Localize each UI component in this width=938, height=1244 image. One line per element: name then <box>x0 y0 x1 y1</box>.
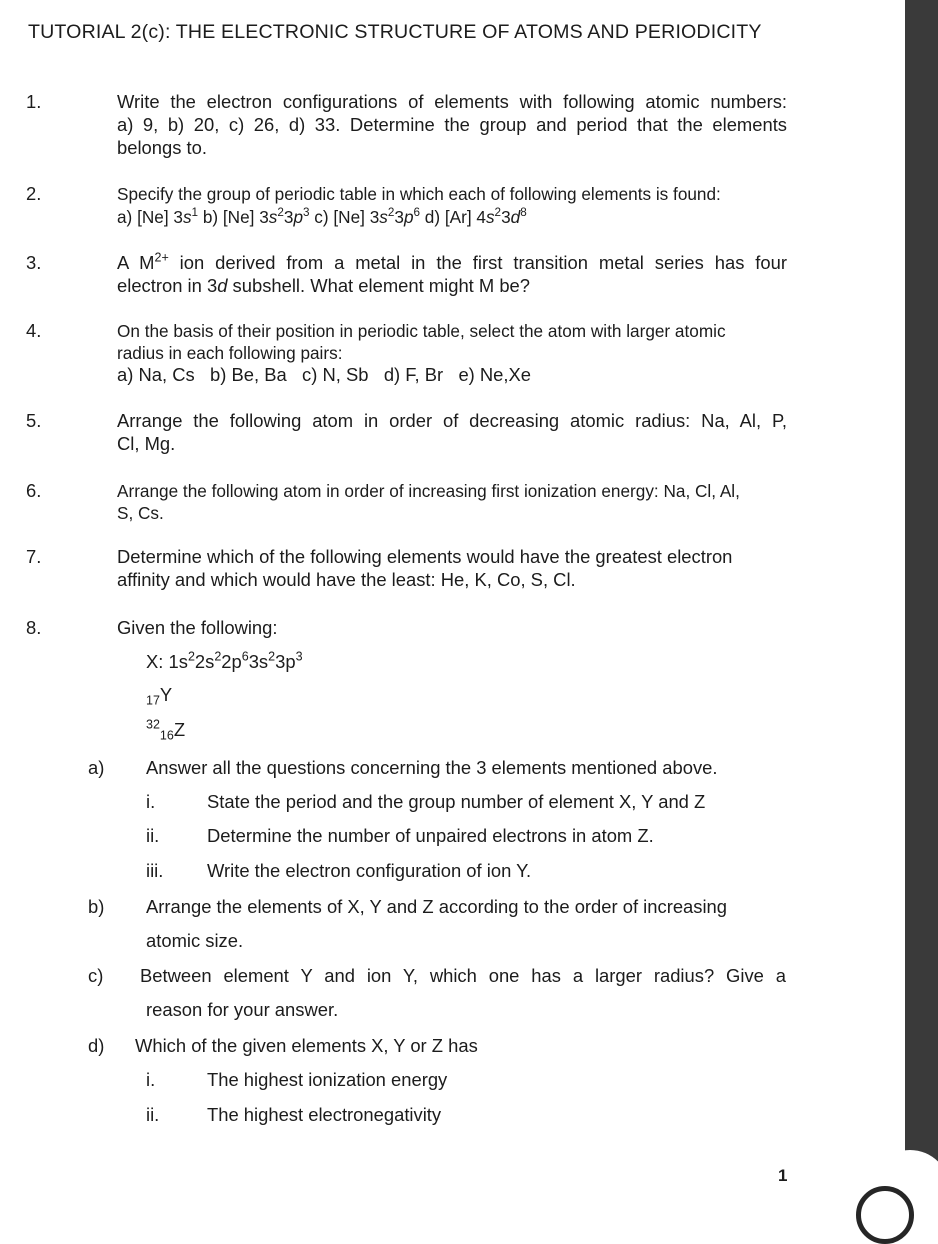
part-b-label: b) <box>88 896 105 917</box>
part-a-iii-label: iii. <box>146 860 164 881</box>
question-6-number: 6. <box>26 480 42 501</box>
question-1-line-1: Write the electron configurations of elements with following atomic numbers: <box>117 91 787 112</box>
question-2-number: 2. <box>26 183 42 204</box>
question-4-pairs <box>117 364 531 386</box>
floating-button-icon[interactable] <box>856 1186 914 1244</box>
question-7-number: 7. <box>26 546 42 567</box>
page-title: TUTORIAL 2(c): THE ELECTRONIC STRUCTURE OF ATOMS AND PERIODICITY <box>28 21 762 43</box>
question-4-number: 4. <box>26 320 42 341</box>
question-7-line-1: Determine which of the following elements would have the greatest electron <box>117 546 733 567</box>
part-d-ii-label: ii. <box>146 1104 160 1125</box>
question-5-number: 5. <box>26 410 42 431</box>
pair-e: e) Ne,Xe <box>458 364 532 385</box>
part-b-line-1: Arrange the elements of X, Y and Z according to the order of increasing <box>146 896 728 917</box>
part-d-label: d) <box>88 1035 105 1056</box>
question-8-intro: Given the following: <box>117 617 278 638</box>
question-6-line-1: Arrange the following atom in order of increasing first ionization energy: Na, Cl, Al, <box>117 481 740 501</box>
part-a-iii-text: Write the electron configuration of ion Y. <box>207 860 532 881</box>
element-z-notation: $^{32}_{16}$Z <box>146 717 186 743</box>
pair-c: c) N, Sb <box>302 364 369 385</box>
question-2-line-1: Specify the group of periodic table in which each of following elements is found: <box>117 184 721 204</box>
question-5-line-2: Cl, Mg. <box>117 433 176 454</box>
part-a-text: Answer all the questions concerning the 3 elements mentioned above. <box>146 757 718 778</box>
part-d-ii-text: The highest electronegativity <box>207 1104 442 1125</box>
question-3-line-2: electron in 3d subshell. What element might M be? <box>117 275 531 296</box>
question-4-line-1: On the basis of their position in periodic table, select the atom with larger atomic <box>117 321 726 341</box>
part-c-line-1: Between element Y and ion Y, which one has a larger radius? Give a <box>140 965 786 986</box>
pair-a: a) Na, Cs <box>117 364 195 385</box>
element-y-notation: $_{17}$Y <box>146 684 173 708</box>
question-8-number: 8. <box>26 617 42 638</box>
question-4-line-2: radius in each following pairs: <box>117 343 343 363</box>
pair-b: b) Be, Ba <box>210 364 287 385</box>
part-d-i-label: i. <box>146 1069 156 1090</box>
part-c-label: c) <box>88 965 104 986</box>
part-d-text: Which of the given elements X, Y or Z has <box>135 1035 478 1056</box>
pair-d: d) F, Br <box>383 364 444 385</box>
part-b-line-2: atomic size. <box>146 930 244 951</box>
question-5-line-1: Arrange the following atom in order of decreasing atomic radius: Na, Al, P, <box>117 410 787 431</box>
element-x-configuration: X: $1s^22s^22p^63s^23p^3$ <box>146 649 303 672</box>
part-a-label: a) <box>88 757 105 778</box>
question-3-line-1: A $M^{2+}$ ion derived from a metal in the first transition metal series has four <box>117 250 787 273</box>
question-1-line-2: a) 9, b) 20, c) 26, d) 33. Determine the group and period that the elements <box>117 114 787 135</box>
question-7-line-2: affinity and which would have the least: He, K, Co, S, Cl. <box>117 569 576 590</box>
page-number: 1 <box>778 1166 788 1185</box>
part-c-line-2: reason for your answer. <box>146 999 339 1020</box>
part-d-i-text: The highest ionization energy <box>207 1069 448 1090</box>
part-a-ii-text: Determine the number of unpaired electrons in atom Z. <box>207 825 654 846</box>
part-a-i-text: State the period and the group number of element X, Y and Z <box>207 791 706 812</box>
question-3-number: 3. <box>26 252 42 273</box>
question-6-line-2: S, Cs. <box>117 503 164 523</box>
part-a-ii-label: ii. <box>146 825 160 846</box>
question-1-line-3: belongs to. <box>117 137 207 158</box>
question-1-number: 1. <box>26 91 42 112</box>
page-edge-shadow <box>905 0 938 1211</box>
question-2-options: a) [Ne] $3s^1$ b) [Ne] $3s^23p^3$ c) [Ne] $3s^23p^6$ d) [Ar] $4s^23d^8$ <box>117 205 527 227</box>
part-a-i-label: i. <box>146 791 156 812</box>
